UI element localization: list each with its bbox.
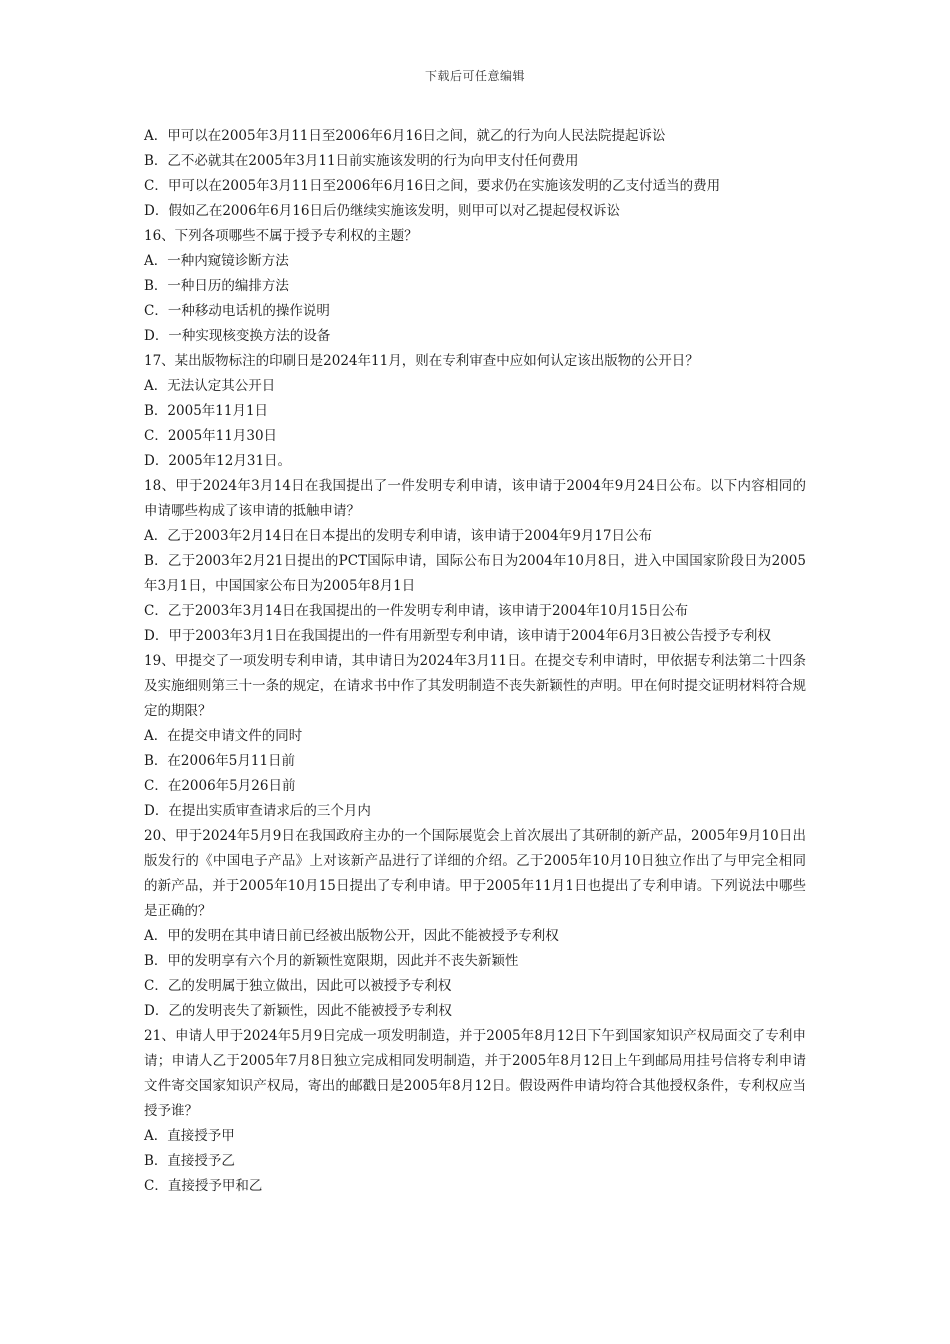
question-16: 16、下列各项哪些不属于授予专利权的主题？ [144,228,418,244]
option-b-q21: B．直接授予乙 [144,1153,235,1169]
option-c-q15: C．甲可以在2005年3月11日至2006年6月16日之间，要求仍在实施该发明的乙支付适当的费用 [144,178,721,194]
option-c-q19: C．在2006年5月26日前 [144,778,296,794]
option-b-q15: B．乙不必就其在2005年3月11日前实施该发明的行为向甲支付任何费用 [144,153,579,169]
option-a-q19: A．在提交申请文件的同时 [144,728,303,744]
option-c-q18: C．乙于2003年3月14日在我国提出的一件发明专利申请，该申请于2004年10月15日公布 [144,603,689,619]
option-b-q16: B．一种日历的编排方法 [144,278,289,294]
question-20: 20、甲于2024年5月9日在我国政府主办的一个国际展览会上首次展出了其研制的新产品，2005年9月10日出版发行的《中国电子产品》上对该新产品进行了详细的介绍。乙于2005年10月10日独立作出了与甲完全相同的新产品，并于2005年10月15日提出了专利申请。甲于2005年11月1日也提出了专利申请。下列说法中哪些是正确的？ [144,828,806,919]
option-b-q17: B．2005年11月1日 [144,403,269,419]
option-c-q16: C．一种移动电话机的操作说明 [144,303,330,319]
option-d-q18: D．甲于2003年3月1日在我国提出的一件有用新型专利申请，该申请于2004年6月3日被公告授予专利权 [144,628,771,644]
option-a-q16: A．一种内窥镜诊断方法 [144,253,289,269]
option-d-q17: D．2005年12月31日。 [144,453,292,469]
question-19: 19、甲提交了一项发明专利申请，其申请日为2024年3月11日。在提交专利申请时，甲依据专利法第二十四条及实施细则第三十一条的规定，在请求书中作了其发明制造不丧失新颖性的声明。甲在何时提交证明材料符合规定的期限？ [144,653,806,719]
option-a-q21: A．直接授予甲 [144,1128,235,1144]
question-17: 17、某出版物标注的印刷日是2024年11月，则在专利审查中应如何认定该出版物的公开日？ [144,353,699,369]
question-21: 21、申请人甲于2024年5月9日完成一项发明制造，并于2005年8月12日下午到国家知识产权局面交了专利申请；申请人乙于2005年7月8日独立完成相同发明制造，并于2005年8月12日上午到邮局用挂号信将专利申请文件寄交国家知识产权局，寄出的邮戳日是2005年8月12日。假设两件申请均符合其他授权条件，专利权应当授予谁？ [144,1028,806,1119]
option-b-q19: B．在2006年5月11日前 [144,753,296,769]
option-b-q18: B．乙于2003年2月21日提出的PCT国际申请，国际公布日为2004年10月8日，进入中国国家阶段日为2005年3月1日，中国国家公布日为2005年8月1日 [144,553,806,594]
option-c-q20: C．乙的发明属于独立做出，因此可以被授予专利权 [144,978,452,994]
option-b-q20: B．甲的发明享有六个月的新颖性宽限期，因此并不丧失新颖性 [144,953,519,969]
option-a-q17: A．无法认定其公开日 [144,378,276,394]
option-a-q15: A．甲可以在2005年3月11日至2006年6月16日之间，就乙的行为向人民法院提起诉讼 [144,128,666,144]
option-d-q16: D．一种实现核变换方法的设备 [144,328,331,344]
option-d-q20: D．乙的发明丧失了新颖性，因此不能被授予专利权 [144,1003,452,1019]
option-c-q17: C．2005年11月30日 [144,428,278,444]
page-header: 下载后可任意编辑 [424,69,525,83]
document-body [144,124,806,1199]
option-a-q20: A．甲的发明在其申请日前已经被出版物公开，因此不能被授予专利权 [144,928,559,944]
option-c-q21: C．直接授予甲和乙 [144,1178,263,1194]
option-d-q19: D．在提出实质审查请求后的三个月内 [144,803,371,819]
option-d-q15: D．假如乙在2006年6月16日后仍继续实施该发明，则甲可以对乙提起侵权诉讼 [144,203,620,219]
question-18: 18、甲于2024年3月14日在我国提出了一件发明专利申请，该申请于2004年9月24日公布。以下内容相同的申请哪些构成了该申请的抵触申请？ [144,478,806,519]
option-a-q18: A．乙于2003年2月14日在日本提出的发明专利申请，该申请于2004年9月17日公布 [144,528,652,544]
